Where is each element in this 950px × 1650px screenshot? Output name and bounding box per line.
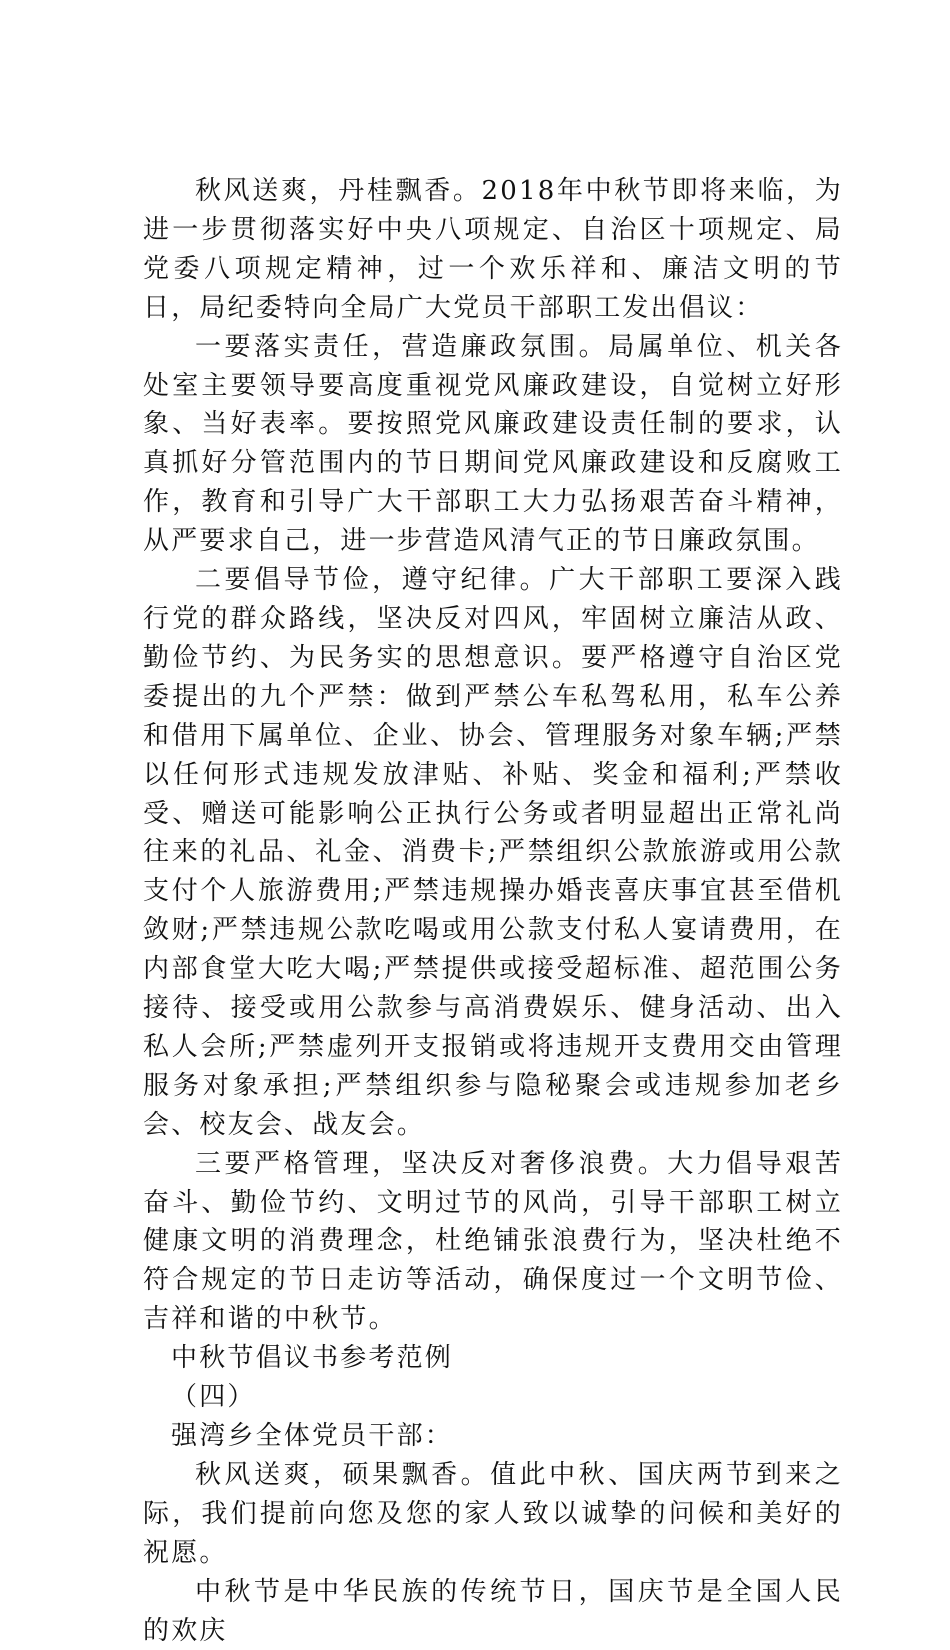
salutation: 强湾乡全体党员干部： xyxy=(171,1421,454,1451)
section-title: 中秋节倡议书参考范例 xyxy=(171,1343,454,1374)
paragraph-greeting: 秋风送爽，硕果飘香。值此中秋、国庆两节到来之际，我们提前向您及您的家人致以诚挚的问候和美好的祝愿。 xyxy=(143,1459,843,1568)
paragraph-point-two: 二要倡导节俭，遵守纪律。广大干部职工要深入践行党的群众路线，坚决反对四风，牢固树立廉洁从政、勤俭节约、为民务实的思想意识。要严格遵守自治区党委提出的九个严禁：做到严禁公车私驾私用，私车公养和借用下属单位、企业、协会、管理服务对象车辆;严禁以任何形式违规发放津贴、补贴、奖金和福利;严禁收受、赠送可能影响公正执行公务或者明显超出正常礼尚往来的礼品、礼金、消费卡;严禁组织公款旅游或用公款支付个人旅游费用;严禁违规操办婚丧喜庆事宜甚至借机敛财;严禁违规公款吃喝或用公款支付私人宴请费用，在内部食堂大吃大喝;严禁提供或接受超标准、超范围公务接待、接受或用公款参与高消费娱乐、健身活动、出入私人会所;严禁虚列开支报销或将违规开支费用交由管理服务对象承担;严禁组织参与隐秘聚会或违规参加老乡会、校友会、战友会。 xyxy=(143,565,843,1140)
paragraph-intro: 秋风送爽，丹桂飘香。2018年中秋节即将来临，为进一步贯彻落实好中央八项规定、自治区十项规定、局党委八项规定精神，过一个欢乐祥和、廉洁文明的节日，局纪委特向全局广大党员干部职工发出倡议： xyxy=(143,176,843,323)
section-number: （四） xyxy=(171,1382,256,1413)
paragraph-point-three: 三要严格管理，坚决反对奢侈浪费。大力倡导艰苦奋斗、勤俭节约、文明过节的风尚，引导干部职工树立健康文明的消费理念，杜绝铺张浪费行为，坚决杜绝不符合规定的节日走访等活动，确保度过一个文明节俭、吉祥和谐的中秋节。 xyxy=(143,1148,843,1335)
document-body xyxy=(143,172,843,1650)
paragraph-point-one: 一要落实责任，营造廉政氛围。局属单位、机关各处室主要领导要高度重视党风廉政建设，自觉树立好形象、当好表率。要按照党风廉政建设责任制的要求，认真抓好分管范围内的节日期间党风廉政建设和反腐败工作，教育和引导广大干部职工大力弘扬艰苦奋斗精神，从严要求自己，进一步营造风清气正的节日廉政氛围。 xyxy=(143,331,843,557)
paragraph-festival: 中秋节是中华民族的传统节日，国庆节是全国人民的欢庆 xyxy=(143,1576,843,1646)
